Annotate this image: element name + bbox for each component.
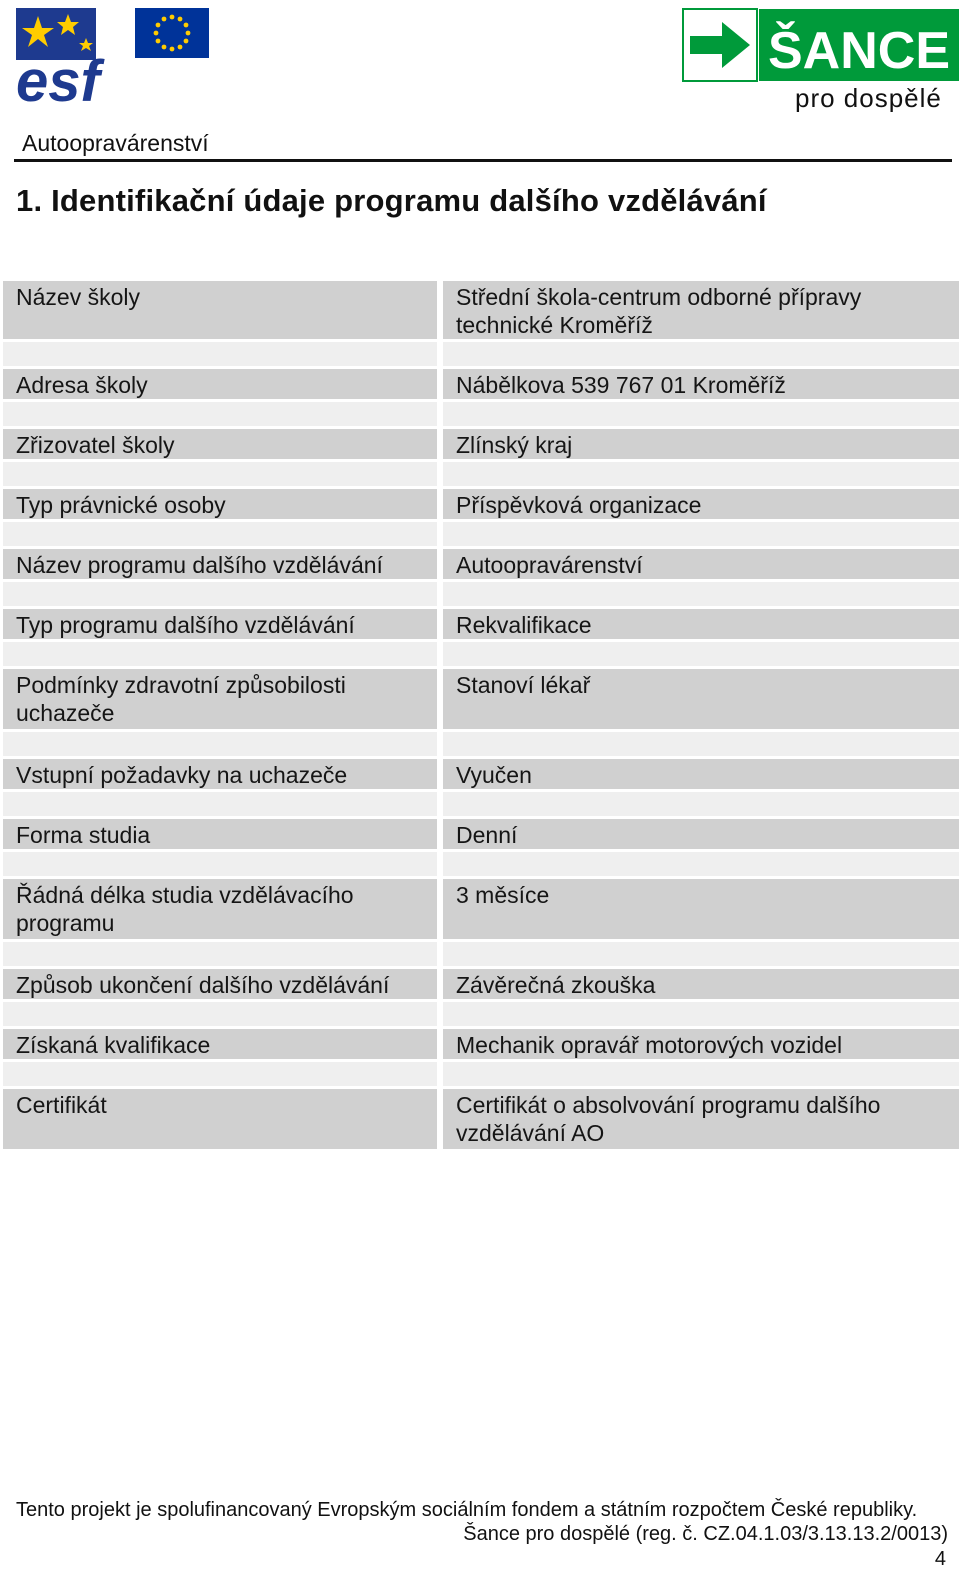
page-number: 4 <box>934 1548 946 1570</box>
row-label: Forma studia <box>3 819 437 849</box>
row-value: Příspěvková organizace <box>443 489 959 519</box>
row-value: Vyučen <box>443 759 959 789</box>
row-value: Nábělkova 539 767 01 Kroměříž <box>443 369 959 399</box>
sance-logo <box>682 8 960 112</box>
header-divider <box>14 159 952 162</box>
row-label: Typ právnické osoby <box>3 489 437 519</box>
table-row <box>3 1029 960 1059</box>
row-label: Vstupní požadavky na uchazeče <box>3 759 437 789</box>
table-row <box>3 489 960 519</box>
row-spacer <box>3 639 960 669</box>
table-row <box>3 369 960 399</box>
section-title: 1. Identifikační údaje programu dalšího vzdělávání <box>16 183 767 218</box>
table-row <box>3 969 960 999</box>
row-label: Název školy <box>3 281 437 339</box>
row-spacer <box>3 399 960 429</box>
table-row <box>3 549 960 579</box>
row-spacer <box>3 579 960 609</box>
row-label: Certifikát <box>3 1089 437 1149</box>
table-row <box>3 1089 960 1149</box>
row-spacer <box>3 939 960 969</box>
row-label: Zřizovatel školy <box>3 429 437 459</box>
svg-text:ŠANCE: ŠANCE <box>768 22 951 80</box>
row-spacer <box>3 729 960 759</box>
table-row <box>3 759 960 789</box>
table-row <box>3 609 960 639</box>
header-subtitle: Autoopravárenství <box>22 130 209 156</box>
svg-text:pro dospělé: pro dospělé <box>795 83 942 112</box>
row-label: Způsob ukončení dalšího vzdělávání <box>3 969 437 999</box>
row-spacer <box>3 459 960 489</box>
identification-table <box>3 281 960 1149</box>
row-spacer <box>3 339 960 369</box>
row-spacer <box>3 999 960 1029</box>
row-value: Stanoví lékař <box>443 669 959 729</box>
row-spacer <box>3 849 960 879</box>
row-label: Typ programu dalšího vzdělávání <box>3 609 437 639</box>
row-label: Získaná kvalifikace <box>3 1029 437 1059</box>
table-row <box>3 819 960 849</box>
row-value: Autoopravárenství <box>443 549 959 579</box>
row-value: Zlínský kraj <box>443 429 959 459</box>
row-value: Certifikát o absolvování programu dalšího vzdělávání AO <box>443 1089 959 1149</box>
table-row <box>3 429 960 459</box>
row-value: Střední škola-centrum odborné přípravy technické Kroměříž <box>443 281 959 339</box>
table-row <box>3 879 960 939</box>
table-row <box>3 669 960 729</box>
footer-project-reg: Šance pro dospělé (reg. č. CZ.04.1.03/3.13.13.2/0013) <box>463 1523 948 1545</box>
row-label: Název programu dalšího vzdělávání <box>3 549 437 579</box>
esf-logo <box>16 8 126 104</box>
page-header <box>0 0 960 165</box>
row-value: Závěrečná zkouška <box>443 969 959 999</box>
row-value: Rekvalifikace <box>443 609 959 639</box>
footer-funding-note: Tento projekt je spolufinancovaný Evropským sociálním fondem a státním rozpočtem České republiky. <box>16 1499 918 1521</box>
row-spacer <box>3 519 960 549</box>
row-spacer <box>3 789 960 819</box>
row-value: Mechanik opravář motorových vozidel <box>443 1029 959 1059</box>
row-value: 3 měsíce <box>443 879 959 939</box>
row-label: Podmínky zdravotní způsobilosti uchazeče <box>3 669 437 729</box>
table-row <box>3 281 960 339</box>
row-label: Adresa školy <box>3 369 437 399</box>
row-spacer <box>3 1059 960 1089</box>
row-label: Řádná délka studia vzdělávacího programu <box>3 879 437 939</box>
eu-flag-logo <box>135 8 209 58</box>
svg-text:esf: esf <box>16 49 100 104</box>
row-value: Denní <box>443 819 959 849</box>
